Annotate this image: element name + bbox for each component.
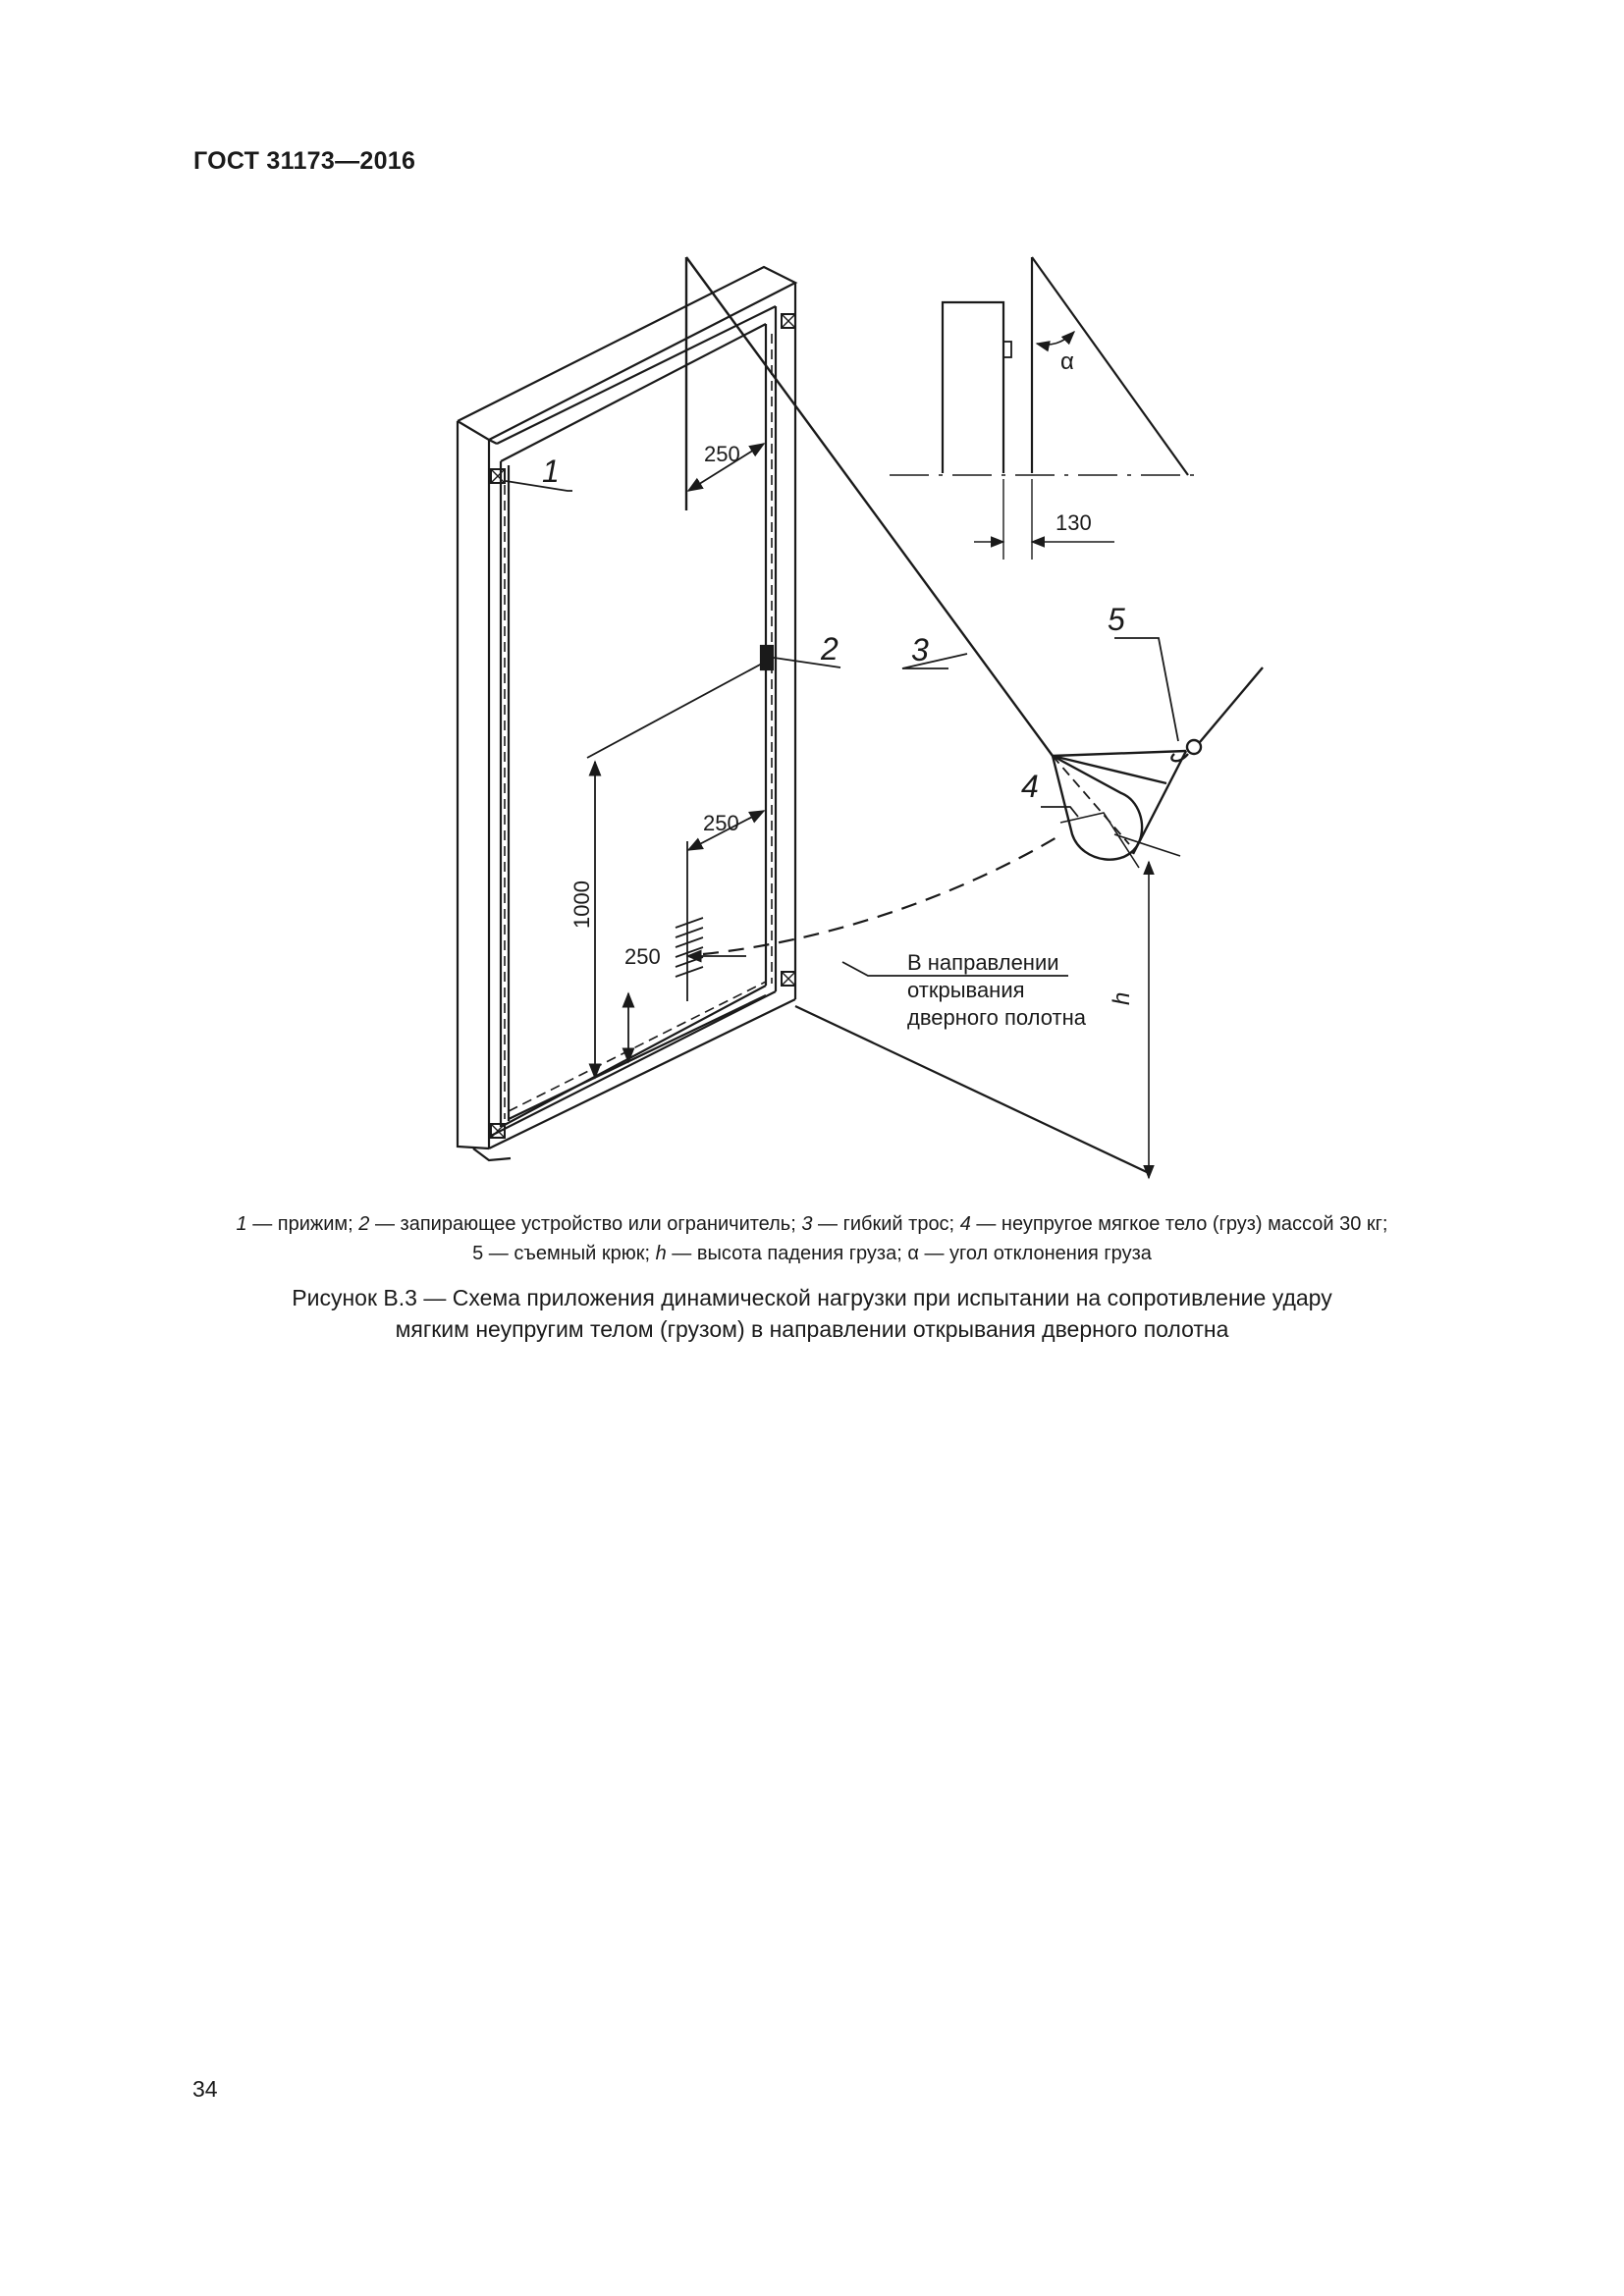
page-number: 34 xyxy=(192,2076,218,2102)
direction-note-line1: В направлении xyxy=(907,950,1059,975)
legend-text: — съемный крюк; xyxy=(483,1243,656,1264)
label-2: 2 xyxy=(821,631,839,667)
legend-key: 5 xyxy=(472,1243,484,1264)
legend-key: 2 xyxy=(358,1213,370,1235)
legend-line-2 xyxy=(147,1239,1477,1268)
document-code: ГОСТ 31173—2016 xyxy=(193,147,416,175)
caption-line-2: мягким неупругим телом (грузом) в направлении открывания дверного полотна xyxy=(395,1316,1229,1342)
dim-1000: 1000 xyxy=(569,881,594,929)
legend-key: 4 xyxy=(959,1213,971,1235)
direction-note-line3: дверного полотна xyxy=(907,1005,1086,1030)
legend-text: — гибкий трос; xyxy=(812,1213,960,1235)
cable-and-weight xyxy=(686,257,1263,1178)
legend-text: — прижим; xyxy=(246,1213,359,1235)
label-1: 1 xyxy=(542,454,560,489)
figure-legend xyxy=(147,1209,1477,1268)
door-frame xyxy=(458,267,1149,1173)
legend-text: — высота падения груза; α — угол отклонения груза xyxy=(666,1243,1152,1264)
direction-note-line2: открывания xyxy=(907,978,1025,1002)
side-view-detail xyxy=(890,257,1204,560)
figure-caption xyxy=(147,1282,1477,1345)
caption-line-1: Рисунок В.3 — Схема приложения динамической нагрузки при испытании на сопротивление удару xyxy=(292,1285,1332,1310)
legend-text: — запирающее устройство или ограничитель; xyxy=(369,1213,802,1235)
legend-text: — неупругое мягкое тело (груз) массой 30 кг; xyxy=(970,1213,1388,1235)
legend-line-1 xyxy=(147,1209,1477,1239)
dim-250-impact: 250 xyxy=(624,944,661,969)
label-4: 4 xyxy=(1021,769,1039,804)
legend-key: 3 xyxy=(801,1213,813,1235)
label-5: 5 xyxy=(1108,602,1125,637)
angle-alpha: α xyxy=(1060,348,1074,375)
dim-250-top: 250 xyxy=(704,442,740,466)
height-h: h xyxy=(1109,991,1135,1005)
dim-130: 130 xyxy=(1056,510,1092,535)
legend-key: 1 xyxy=(236,1213,247,1235)
label-3: 3 xyxy=(911,632,929,667)
legend-key: h xyxy=(655,1243,667,1264)
dim-250-mid: 250 xyxy=(703,811,739,835)
